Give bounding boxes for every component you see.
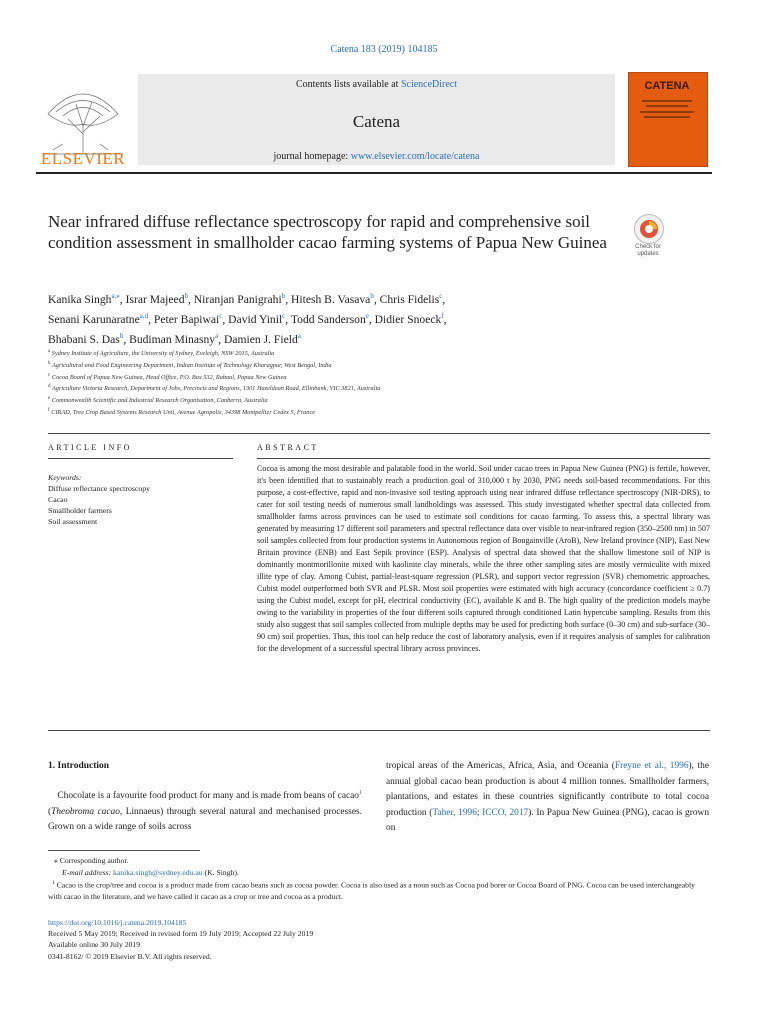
journal-citation[interactable]: Catena 183 (2019) 104185 [330,44,438,55]
affiliation-item: $^e$ Commonwealth Scientific and Industrial Research Organisation, Canberra, Australia [48,396,268,405]
author-affiliation-sup[interactable]: e [365,311,369,320]
author-affiliation-sup[interactable]: b [281,292,286,300]
ref-taher-1996[interactable]: Taher, 1996 [432,807,477,818]
intro-right-column: tropical areas of the Americas, Africa, Asia, and Oceania (Freyne et al., 1996), the annual global cacao bean production is about 4 million tonnes. Smallholder farmers, plantations, and estates in these countries significantly contribute to total cocoa production (Taher, 1996; ICCO, 2017). In Papua New Guinea (PNG), cacao is grown on [386,761,710,833]
author-affiliation-sup[interactable]: c [219,311,223,320]
ref-icco-2017[interactable]: ICCO, 2017 [482,807,529,818]
author-affiliation-sup[interactable]: a,⁎ [111,292,120,300]
author-affiliation-sup[interactable]: a,d [139,311,149,320]
author-name[interactable]: Bhabani S. Das [48,332,120,346]
contents-line: Contents lists available at ScienceDirect [295,79,458,90]
author-name[interactable]: Israr Majeed [125,292,185,306]
affiliation-item: $^d$ Agriculture Victoria Research, Department of Jobs, Precincts and Regions, 1301 Hazeldean Road, Ellinbank, VIC 3821, Australia [48,384,381,393]
affiliation-item: $^b$ Agricultural and Food Engineering Department, Indian Institute of Technology Kharagpur, West Bengal, India [48,360,332,369]
corresponding-author-note: ⁎ Corresponding author. [54,856,129,865]
author-name[interactable]: Senani Karunaratne [48,312,140,326]
author-affiliation-sup[interactable]: f [441,311,444,320]
online-date: Available online 30 July 2019 [48,940,141,950]
article-info-rule [48,458,233,459]
abstract-text: Cocoa is among the most desirable and palatable food in the world. Soil under cacao trees in Papua New Guinea (PNG) is fertile, however, it's been identified that to sustainably reach a production goal of 310,000 t by 2030, PNG needs soil-based recommendations. For this purpose, a cost-effective, rapid and non-invasive soil testing approach using near infrared diffuse reflectance spectroscopy (NIR-DRS), to cater for soil testing needs of numerous small landholdings was assessed. This study investigated whether spectral data collected from smallholder farms across provinces can be used to estimate soil conditions for cacao farming. To assess this, a spectral library was generated by measuring 17 different soil parameters and spectral reflectance data over visible to near-infrared region (350–2500 nm) in 507 soil samples collected from four production systems in Autonomous region of Bougainville (AroB), New Ireland province (NIP), East New Britain province (ENB) and East Sepik province (ESP). Analysis of spectral data showed that the shallow limestone soil of NIP is dominantly montmorillonite mixed with kaolinite clay minerals, while the three other sampling sites are mostly vermiculite with mixed illite type of clay. Among Cubist, partial-least-square regression (PLSR), and support vector regression (SVR) chemometric approaches, Cubist model outperformed both SVR and PLSR. Most soil properties were estimated with high accuracy (concordance coefficient ≥ 0.7) using the Cubist model, except for pH, electrical conductivity (EC), available K and B. The high quality of the prediction models maybe owing to the variability in properties of the four different soils captured through conditioned Latin hypercube sampling. Results from this study also suggest that soil samples collected from multiple depths may be used for predicting both surface (0–30 cm) and sub-surface (30–90 cm) soil properties. Thus, this tool can help reduce the cost of laboratory analysis, even if it requires analysis of samples for calibration for the development of a successful spectral library across provinces. [257,464,710,653]
intro-heading: 1. Introduction [48,761,110,771]
footnote-1: $^1$ Cacao is the crop/tree and cocoa is a product made from cacao beans such as cocoa powder. Cocoa is also used as a noun such as Cocoa pod borer or Cocoa Board of PNG. Cocoa can be used interchangeably with cacao in the literature, and we have called it cacao as a crop or tree and cocoa as a product. [48,880,695,902]
cover-text-lines-icon [636,98,698,120]
ref-freyne-1996[interactable]: Freyne et al., 1996 [614,761,689,771]
footnotes [48,855,710,903]
author-name[interactable]: Kanika Singh [48,292,112,306]
author-affiliation-sup[interactable]: b [184,292,188,300]
author-name[interactable]: Didier Snoeck [374,312,442,326]
affiliation-rule [48,433,710,434]
journal-name: Catena [352,112,401,131]
abstract-bottom-rule [48,730,710,731]
received-dates: Received 5 May 2019; Received in revised form 19 July 2019; Accepted 22 July 2019 [48,929,314,939]
author-list: Kanika Singh$^{a,⁎}$, Israr Majeed$^b$, Niranjan Panigrahi$^b$, Hitesh B. Vasava$^b$, Chris Fidelis$^c$, Senani Karunaratne$^{a,d}$, Peter Bapiwai$^c$, David Yinil$^c$, Todd Sanderson$^e$, Didier Snoeck$^f$, Bhabani S. Das$^b$, Budiman Minasny$^a$, Damien J. Field$^a$ [48,292,447,346]
author-affiliation-sup[interactable]: a [215,331,219,340]
author-affiliation-sup[interactable]: c [282,311,286,320]
author-name[interactable]: Chris Fidelis [379,292,440,306]
author-affiliation-sup[interactable]: c [439,292,443,300]
keyword-item: Soil assessment [48,517,98,526]
affiliation-list [48,347,708,418]
affiliation-item: $^c$ Cocoa Board of Papua New Guinea, Head Office, P.O. Box 532, Rabaul, Papua New Guinea [48,372,287,381]
footnote-rule [48,850,200,851]
author-name[interactable]: Niranjan Panigrahi [193,292,282,306]
journal-homepage: journal homepage: www.elsevier.com/locate/catena [273,151,480,162]
keyword-item: Cacao [48,495,68,504]
author-name[interactable]: Peter Bapiwai [153,312,220,326]
keywords-heading: Keywords: [48,473,82,482]
author-name[interactable]: Damien J. Field [224,332,298,346]
keywords-block [48,472,233,527]
author-affiliation-sup[interactable]: b [370,292,374,300]
email-link[interactable]: kanika.singh@sydney.edu.au [112,867,203,877]
publication-info [48,917,448,962]
intro-left-column: Chocolate is a favourite food product for many and is made from beans of cacao$^1$ (Theobroma cacao, Linnaeus) through several natural and mechanised processes. Grown on a wide range of soils across [48,790,362,833]
copyright: 0341-8162/ © 2019 Elsevier B.V. All rights reserved. [48,951,212,961]
abstract-heading: ABSTRACT [257,443,319,452]
article-info-heading: ARTICLE INFO [48,443,132,452]
author-name[interactable]: David Yinil [228,312,283,326]
header-rule [36,172,712,174]
article-title: Near infrared diffuse reflectance spectroscopy for rapid and comprehensive soil condition assessment in smallholder cacao farming systems of Papua New Guinea [48,212,607,252]
check-updates-icon [635,215,663,243]
keyword-item: Smallholder farmers [48,506,112,515]
footnote-ref-1[interactable]: 1 [359,790,362,796]
keyword-item: Diffuse reflectance spectroscopy [48,484,151,493]
author-name[interactable]: Budiman Minasny [129,332,216,346]
author-affiliation-sup[interactable]: a [297,331,301,340]
check-for-updates-button[interactable] [634,214,664,244]
affiliation-item: $^f$ CIRAD, Tree Crop Based Systems Research Unit, Avenue Agropolis, 34398 Montpellier Cedex 5, France [48,407,316,417]
publisher-wordmark: ELSEVIER [40,149,126,168]
affiliation-item: $^a$ Sydney Institute of Agriculture, the University of Sydney, Eveleigh, NSW 2015, Australia [48,349,275,358]
sciencedirect-link[interactable]: ScienceDirect [400,79,458,90]
abstract-rule [257,458,710,459]
homepage-link[interactable]: www.elsevier.com/locate/catena [350,151,480,162]
email-note: E-mail address: kanika.singh@sydney.edu.au (K. Singh). [62,867,239,877]
author-name[interactable]: Hitesh B. Vasava [291,292,371,306]
author-affiliation-sup[interactable]: b [119,331,124,340]
check-updates-label: Check for updates [635,244,661,257]
doi-link[interactable]: https://doi.org/10.1016/j.catena.2019.104185 [48,918,187,927]
cover-title: CATENA [644,80,690,92]
author-name[interactable]: Todd Sanderson [290,312,366,326]
